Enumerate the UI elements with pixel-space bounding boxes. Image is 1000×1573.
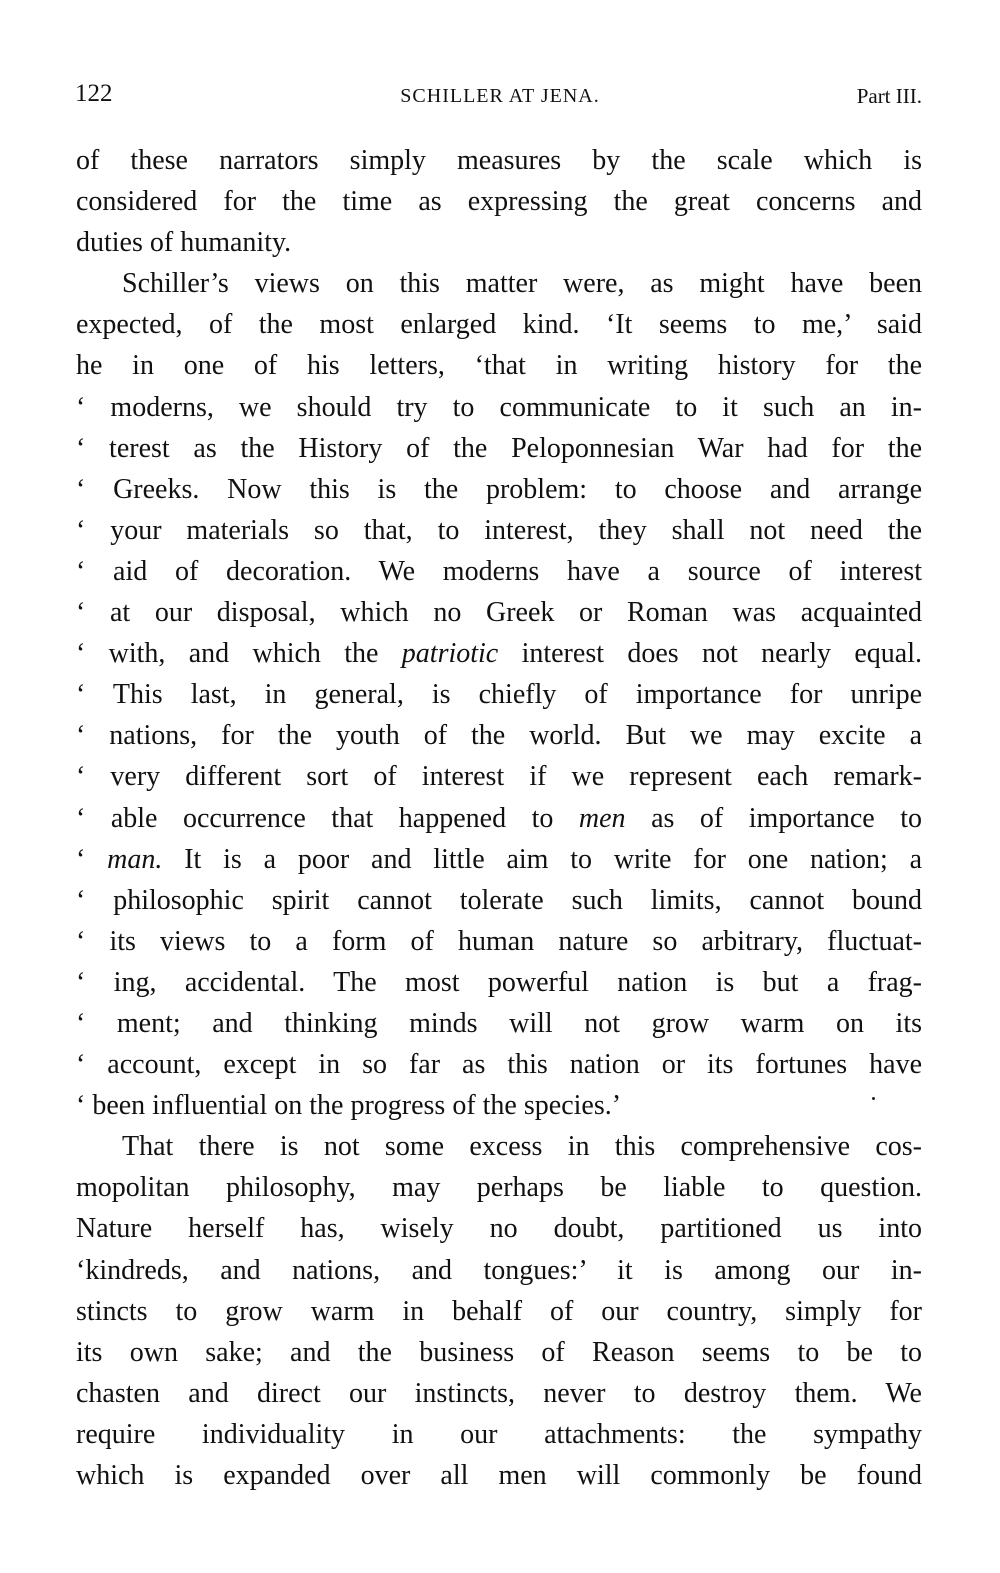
text-line (76, 674, 922, 715)
text-run: ‘ This last, in general, is chiefly of importance for unripe (76, 679, 922, 711)
text-run: ‘kindreds, and nations, and tongues:’ it is among our in- (76, 1254, 922, 1286)
text-line (76, 304, 922, 345)
text-run: ‘ (76, 843, 108, 875)
text-line (76, 880, 922, 921)
text-line (76, 551, 922, 592)
text-line (76, 510, 922, 551)
text-run: stincts to grow warm in behalf of our country, simply for (76, 1295, 922, 1327)
text-run: as of importance to (625, 802, 923, 834)
italic-text: patriotic (401, 638, 499, 670)
text-run: ‘ terest as the History of the Peloponnesian War had for the (76, 432, 922, 464)
print-speck (872, 1097, 875, 1100)
text-run: Schiller’s views on this matter were, as might have been (122, 268, 922, 300)
running-title: SCHILLER AT JENA. (400, 85, 600, 107)
text-line (76, 1373, 922, 1414)
text-run: require individuality in our attachments: the sympathy (76, 1418, 922, 1450)
text-line (76, 428, 922, 469)
text-line (76, 140, 922, 181)
text-run: of these narrators simply measures by the scale which is (76, 145, 922, 176)
text-run: ‘ your materials so that, to interest, they shall not need the (76, 514, 922, 546)
text-run: ‘ with, and which the (76, 638, 402, 670)
text-run: ‘ moderns, we should try to communicate to it such an in- (76, 391, 922, 423)
text-run: its own sake; and the business of Reason seems to be to (76, 1336, 922, 1368)
text-line (76, 222, 922, 263)
italic-text: man. (107, 843, 163, 875)
text-line (76, 1455, 922, 1496)
italic-text: men (578, 802, 626, 834)
text-line (76, 798, 922, 839)
text-run: expected, of the most enlarged kind. ‘It seems to me,’ said (76, 309, 922, 341)
text-line (76, 469, 922, 510)
part-label: Part III. (856, 84, 922, 108)
text-line (76, 345, 922, 386)
text-line (76, 633, 922, 674)
text-run: That there is not some excess in this comprehensive cos- (122, 1131, 922, 1163)
text-run: which is expanded over all men will commonly be found (76, 1460, 922, 1491)
text-run: ‘ its views to a form of human nature so arbitrary, fluctuat- (76, 925, 922, 957)
text-line (76, 839, 922, 880)
text-line (76, 592, 922, 633)
page-body-text (76, 140, 922, 1496)
text-run: ‘ aid of decoration. We moderns have a source of interest (76, 555, 922, 587)
text-line (76, 387, 922, 428)
text-line (76, 962, 922, 1003)
text-line (76, 263, 922, 304)
text-line (76, 921, 922, 962)
text-run: duties of humanity. (76, 227, 292, 259)
text-line (76, 715, 922, 756)
text-run: chasten and direct our instincts, never to destroy them. We (76, 1377, 922, 1409)
text-line (76, 1332, 922, 1373)
text-run: considered for the time as expressing the great concerns and (76, 186, 922, 218)
text-run: interest does not nearly equal. (498, 638, 922, 670)
text-line (76, 1414, 922, 1455)
text-line (76, 1167, 922, 1208)
text-run: ‘ account, except in so far as this nation or its fortunes have (76, 1049, 922, 1081)
text-line (76, 1044, 922, 1085)
text-run: ‘ Greeks. Now this is the problem: to choose and arrange (76, 473, 922, 505)
text-run: ‘ ing, accidental. The most powerful nation is but a frag- (76, 966, 922, 998)
page-number: 122 (75, 80, 113, 107)
text-line (76, 756, 922, 797)
text-line (76, 181, 922, 222)
text-run: ‘ been influential on the progress of the species.’ (76, 1090, 622, 1122)
text-run: ‘ at our disposal, which no Greek or Roman was acquainted (76, 597, 922, 629)
text-line (76, 1003, 922, 1044)
text-run: ‘ very different sort of interest if we represent each remark- (76, 761, 922, 793)
text-line (76, 1291, 922, 1332)
text-run: Nature herself has, wisely no doubt, partitioned us into (76, 1213, 922, 1245)
text-run: he in one of his letters, ‘that in writing history for the (76, 350, 922, 382)
text-run: ‘ able occurrence that happened to (76, 802, 579, 834)
text-run: ‘ philosophic spirit cannot tolerate such limits, cannot bound (76, 884, 922, 916)
text-line (76, 1126, 922, 1167)
text-line (76, 1250, 922, 1291)
text-run: mopolitan philosophy, may perhaps be liable to question. (76, 1172, 922, 1204)
text-line (76, 1208, 922, 1249)
text-run: It is a poor and little aim to write for one nation; a (162, 843, 922, 875)
text-line (76, 1085, 922, 1126)
text-run: ‘ nations, for the youth of the world. But we may excite a (76, 720, 922, 752)
text-run: ‘ ment; and thinking minds will not grow warm on its (76, 1007, 922, 1039)
